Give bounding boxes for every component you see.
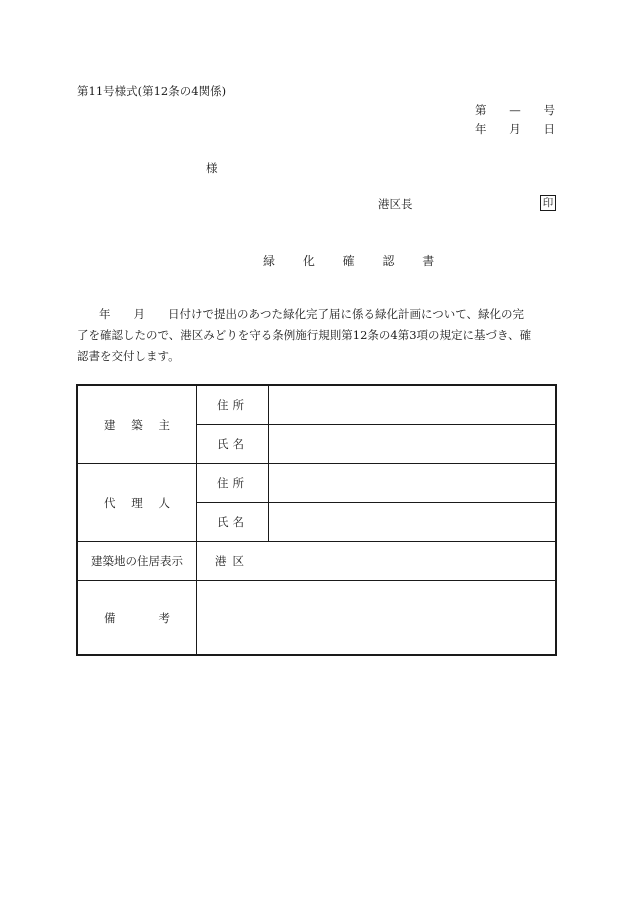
agent-address-field[interactable] [269,464,557,503]
date-year: 年 [475,122,487,136]
seal-stamp: 印 [540,195,556,211]
owner-name-label: 氏名 [197,425,269,464]
owner-label-char: 主 [158,417,170,432]
owner-label-char: 建 [104,417,116,432]
owner-label-char: 築 [131,417,143,432]
table-row [77,464,556,503]
ref-suffix: 号 [543,103,555,117]
agent-address-label: 住所 [197,464,269,503]
site-label: 建築地の住居表示 [77,542,197,581]
body-paragraph [77,304,557,367]
agent-label-char: 代 [104,495,116,510]
document-title: 緑 化 確 認 書 [263,254,447,268]
form-number: 第11号様式(第12条の4関係) [77,84,227,98]
agent-label-char: 理 [131,495,143,510]
remarks-label [77,581,197,656]
info-table [76,384,557,656]
date-day: 日 [543,122,555,136]
remarks-field[interactable] [197,581,557,656]
agent-label-char: 人 [158,495,170,510]
remarks-label-char: 備 [104,610,116,625]
remarks-label-char: 考 [158,610,170,625]
body-line-2: 了を確認したので、港区みどりを守る条例施行規則第12条の4第3項の規定に基づき、確 [77,328,532,342]
table-row [77,581,556,656]
owner-address-label: 住所 [197,385,269,425]
owner-name-field[interactable] [269,425,557,464]
body-line-3: 認書を交付します。 [77,349,180,363]
ref-blank: — [509,103,521,117]
body-line-1: 年 月 日付けで提出のあつた緑化完了届に係る緑化計画について、緑化の完 [99,307,525,321]
table-row [77,542,556,581]
date-month: 月 [509,122,521,136]
owner-address-field[interactable] [269,385,557,425]
addressee: 様 [206,161,218,175]
table-row [77,385,556,425]
reference-number [475,105,555,117]
ref-prefix: 第 [475,103,487,117]
agent-label [77,464,197,542]
issue-date [475,124,555,136]
agent-name-field[interactable] [269,503,557,542]
owner-label [77,385,197,464]
agent-name-label: 氏名 [197,503,269,542]
issuer-title: 港区長 [378,197,413,211]
site-address-field[interactable]: 港区 [197,542,557,581]
